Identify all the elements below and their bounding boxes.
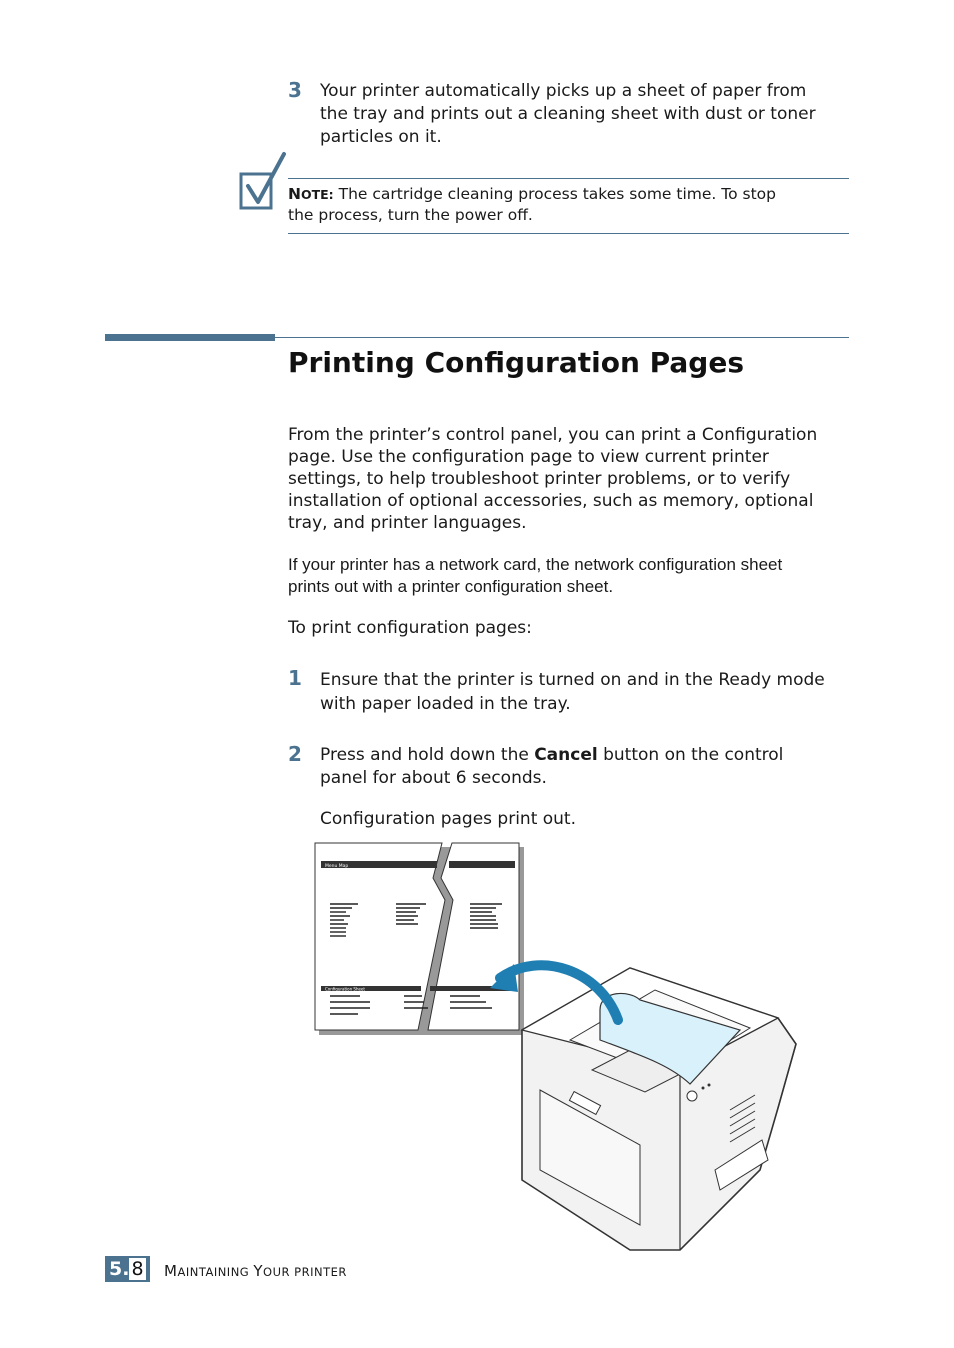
sheet-header-bottom: Configuration Sheet: [325, 986, 365, 992]
step-2-before: Press and hold down the: [320, 745, 535, 765]
step-number-2: 2: [288, 742, 302, 766]
page-number-badge: [105, 1256, 150, 1282]
footer-title-part: M: [164, 1262, 178, 1280]
note-top-rule: [288, 178, 849, 179]
footer-title-part: OUR PRINTER: [263, 1265, 347, 1279]
note-line-2: the process, turn the power off.: [288, 206, 533, 224]
note-label-first: N: [288, 185, 301, 203]
step-3-line: the tray and prints out a cleaning sheet with dust or toner: [320, 104, 816, 124]
intro-line: tray, and printer languages.: [288, 513, 527, 533]
step-number-1: 1: [288, 666, 302, 690]
section-title: Printing Configuration Pages: [288, 346, 744, 379]
step-number-3: 3: [288, 78, 302, 102]
step-3-line: particles on it.: [320, 127, 442, 147]
step-3-line: Your printer automatically picks up a sheet of paper from: [320, 81, 807, 101]
section-rule: [275, 337, 849, 338]
note-bottom-rule: [288, 233, 849, 234]
checkmark-note-icon: [238, 150, 288, 214]
sheet-header-top: Menu Map: [325, 864, 349, 869]
intro-line: installation of optional accessories, such as memory, optional: [288, 491, 814, 511]
chapter-number: 5.: [109, 1258, 130, 1280]
page-number: 8: [131, 1258, 144, 1280]
footer-title-part: Y: [253, 1262, 264, 1280]
to-print-text: To print configuration pages:: [288, 618, 532, 638]
step-1-line: with paper loaded in the tray.: [320, 694, 571, 714]
step-2-line-2: panel for about 6 seconds.: [320, 768, 547, 788]
note-text: [288, 184, 853, 226]
footer-title-part: AINTAINING: [177, 1265, 254, 1279]
printer-illustration: [300, 840, 820, 1260]
note-line-1: The cartridge cleaning process takes some time. To stop: [333, 185, 776, 203]
footer-title: [164, 1262, 347, 1280]
step-3-text: [320, 80, 816, 149]
step-1-text: [320, 668, 825, 716]
note-label-rest: OTE:: [300, 187, 334, 202]
network-line: If your printer has a network card, the network configuration sheet: [288, 555, 783, 574]
intro-line: page. Use the configuration page to view current printer: [288, 447, 769, 467]
step-2-after: button on the control: [597, 745, 784, 765]
cancel-button-label: Cancel: [534, 745, 598, 765]
network-line: prints out with a printer configuration sheet.: [288, 577, 614, 596]
section-accent-bar: [105, 334, 275, 341]
intro-line: settings, to help troubleshoot printer problems, or to verify: [288, 469, 791, 489]
intro-paragraph: [288, 424, 817, 534]
step-2-text: [320, 744, 783, 790]
step-1-line: Ensure that the printer is turned on and in the Ready mode: [320, 670, 825, 690]
network-paragraph: [288, 554, 782, 598]
step-2-result: Configuration pages print out.: [320, 809, 577, 829]
intro-line: From the printer’s control panel, you can print a Configuration: [288, 425, 818, 445]
